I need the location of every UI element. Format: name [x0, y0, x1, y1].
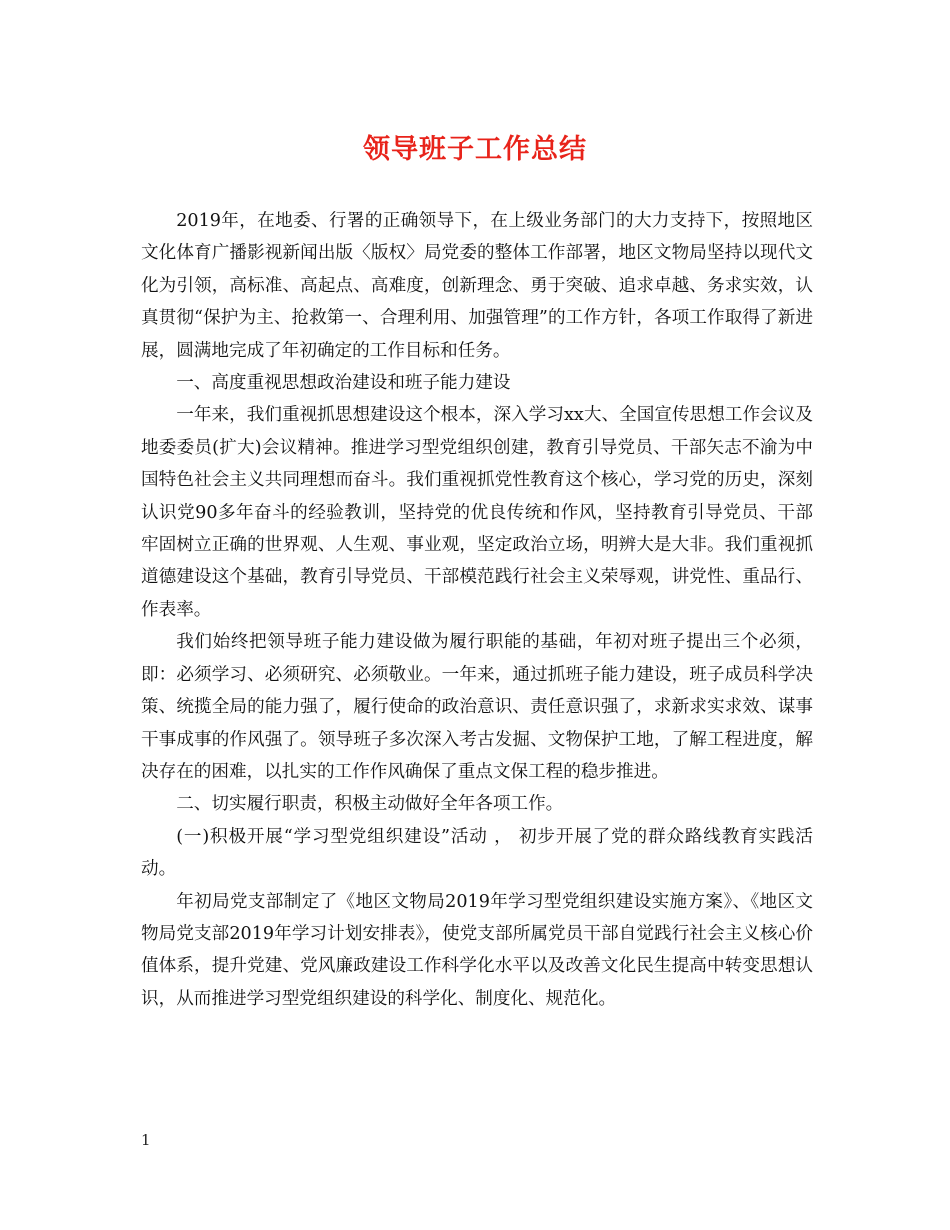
paragraph-capacity: 我们始终把领导班子能力建设做为履行职能的基础，年初对班子提出三个必须，即：必须学习、必须研究、必须敬业。一年来，通过抓班子能力建设，班子成员科学决策、统揽全局的能力强了，履行使命的政治意识、责任意识强了，求新求实求效、谋事干事成事的作风强了。领导班子多次深入考古发掘、文物保护工地，了解工程进度，解决存在的困难，以扎实的工作作风确保了重点文保工程的稳步推进。: [141, 632, 813, 782]
paragraph-ideology: 一年来，我们重视抓思想建设这个根本，深入学习xx大、全国宣传思想工作会议及地委委员(扩大)会议精神。推进学习型党组织创建，教育引导党员、干部矢志不渝为中国特色社会主义共同理想而奋斗。我们重视抓党性教育这个核心，学习党的历史，深刻认识党90多年奋斗的经验教训，坚持党的优良传统和作风，坚持教育引导党员、干部牢固树立正确的世界观、人生观、事业观，坚定政治立场，明辨大是大非。我们重视抓道德建设这个基础，教育引导党员、干部模范践行社会主义荣辱观，讲党性、重品行、作表率。: [141, 405, 813, 620]
subsection-heading-1: (一)积极开展“学习型党组织建设”活动 ， 初步开展了党的群众路线教育实践活动。: [141, 826, 813, 880]
section-heading-2: 二、切实履行职责，积极主动做好全年各项工作。: [176, 794, 564, 815]
document-title: 领导班子工作总结: [363, 134, 587, 165]
paragraph-plan: 年初局党支部制定了《地区文物局2019年学习型党组织建设实施方案》、《地区文物局党支部2019年学习计划安排表》，使党支部所属党员干部自觉践行社会主义核心价值体系，提升党建、党风廉政建设工作科学化水平以及改善文化民生提高中转变思想认识，从而推进学习型党组织建设的科学化、制度化、规范化。: [141, 891, 813, 1009]
section-heading-1: 一、高度重视思想政治建设和班子能力建设: [176, 373, 511, 394]
paragraph-intro: 2019年，在地委、行署的正确领导下，在上级业务部门的大力支持下，按照地区文化体育广播影视新闻出版〈版权〉局党委的整体工作部署，地区文物局坚持以现代文化为引领，高标准、高起点、高难度，创新理念、勇于突破、追求卓越、务求实效，认真贯彻“保护为主、抢救第一、合理利用、加强管理”的工作方针，各项工作取得了新进展，圆满地完成了年初确定的工作目标和任务。: [141, 211, 813, 361]
page-number: 1: [141, 1131, 151, 1149]
document-body: [141, 205, 813, 1015]
